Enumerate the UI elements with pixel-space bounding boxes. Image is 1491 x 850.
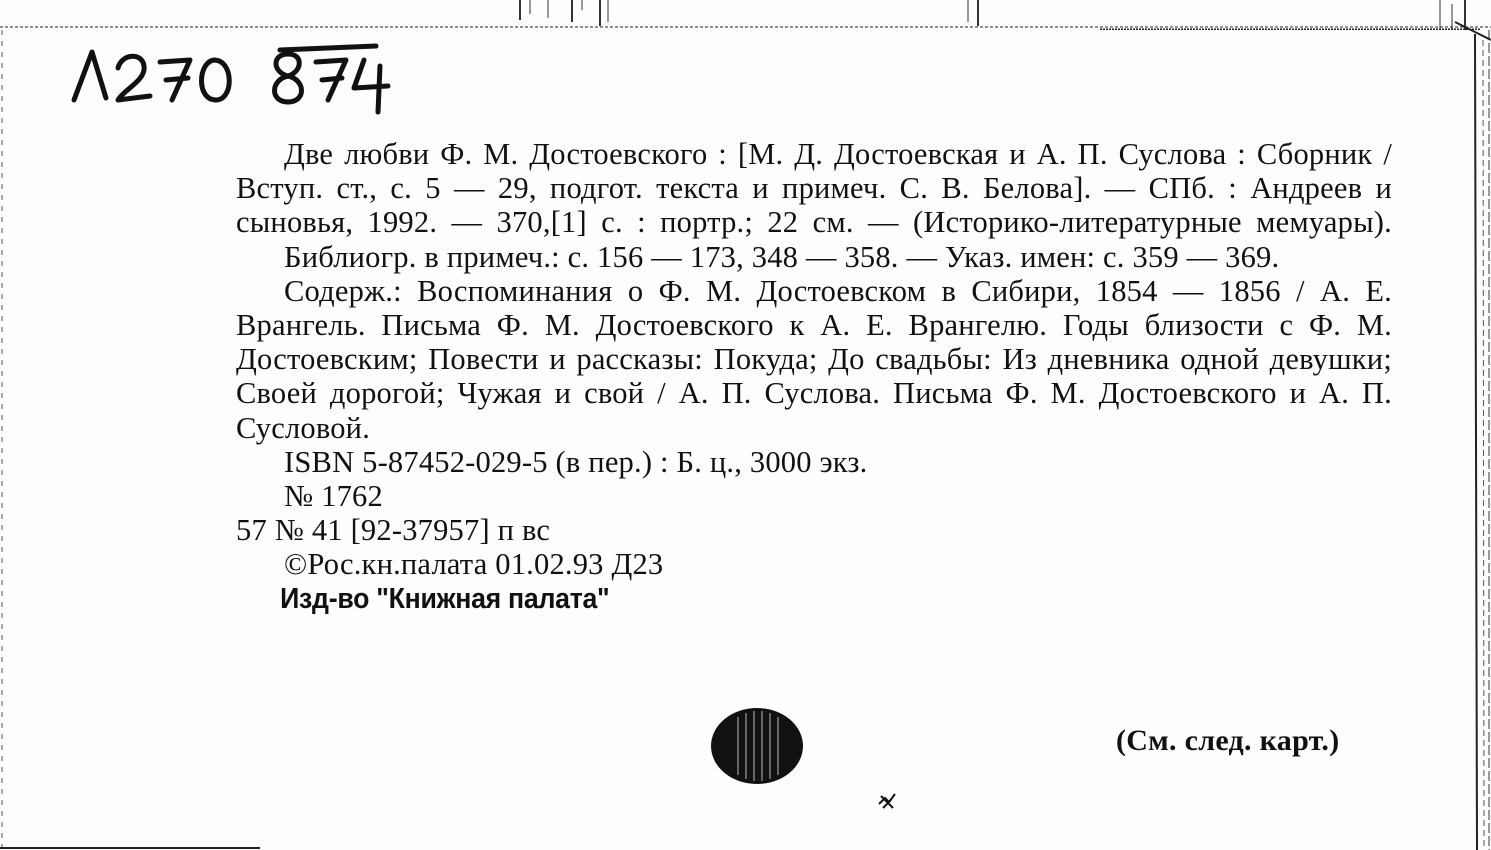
- title-paragraph: Две любви Ф. М. Достоевского : [М. Д. Достоевская и А. П. Суслова : Сборник / Вступ. ст., с. 5 — 29, подгот. текста и примеч. С. В. Белова]. — СПб. : Андреев и сыновья, 1992. — 370,[1] с. : портр.; 22 см. — (Историко-литературные мемуары).: [236, 137, 1392, 240]
- bibliography-note: Библиогр. в примеч.: с. 156 — 173, 348 — 358. — Указ. имен: с. 359 — 369.: [284, 239, 1280, 274]
- contents-note: Содерж.: Воспоминания о Ф. М. Достоевском в Сибири, 1854 — 1856 / А. Е. Врангель. Письма Ф. М. Достоевского к А. Е. Врангелю. Годы близости с Ф. М. Достоевским; Повести и рассказы: Покуда; До свадьбы: Из дневника одной девушки; Своей дорогой; Чужая и свой / А. П. Суслова. Письма Ф. М. Достоевского и А. П. Сусловой.: [236, 273, 1392, 445]
- number-line: № 1762: [284, 479, 383, 514]
- punch-hole-icon: [708, 705, 806, 787]
- isbn-line: ISBN 5-87452-029-5 (в пер.) : Б. ц., 3000 экз.: [284, 444, 868, 479]
- scan-edge-bottom: [0, 842, 260, 850]
- registry-line: 57 № 41 [92-37957] п вс: [236, 513, 551, 548]
- continued-note: (См. след. карт.): [1116, 724, 1340, 757]
- scan-edge-left: [0, 30, 8, 850]
- handwritten-call-number: [66, 38, 406, 118]
- ink-mark-icon: [875, 790, 899, 812]
- scan-edge-right: [1431, 0, 1491, 850]
- chamber-line: ©Рос.кн.палата 01.02.93 Д23: [284, 547, 664, 582]
- scan-edge-top: [0, 0, 1491, 30]
- card-record: [236, 137, 1392, 616]
- publisher-line: Изд-во "Книжная палата": [280, 582, 610, 615]
